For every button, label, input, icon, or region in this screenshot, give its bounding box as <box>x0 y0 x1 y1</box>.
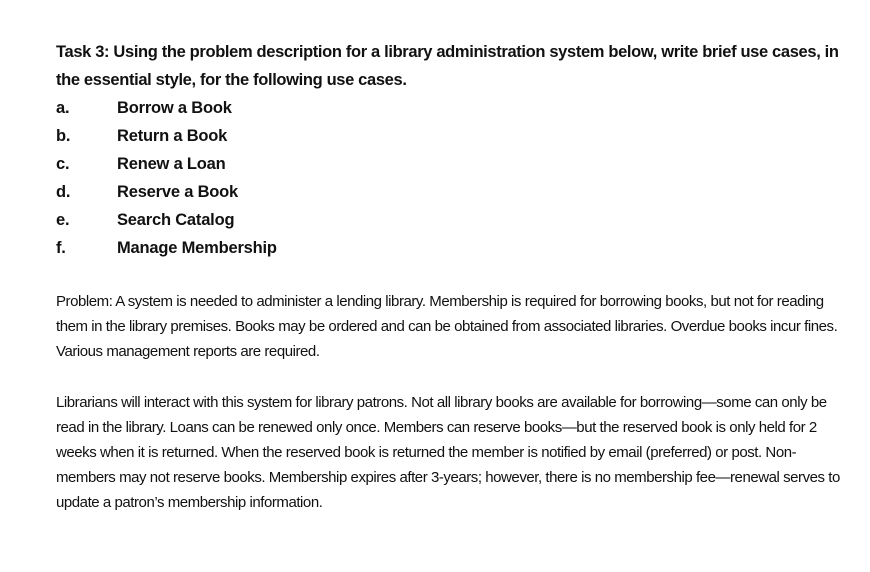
use-case-label: Borrow a Book <box>117 99 232 117</box>
use-case-item <box>56 94 846 122</box>
use-case-letter: b. <box>56 127 71 145</box>
use-case-label: Return a Book <box>117 127 228 145</box>
use-case-letter: a. <box>56 99 70 117</box>
document-page <box>56 38 846 515</box>
use-case-letter: d. <box>56 183 71 201</box>
use-case-item <box>56 206 846 234</box>
use-case-label: Reserve a Book <box>117 183 239 201</box>
use-case-label: Renew a Loan <box>117 155 226 173</box>
task-heading: Task 3: Using the problem description for a library administration system below, write brief use cases, in the essential style, for the following use cases. <box>56 43 839 89</box>
use-case-item <box>56 122 846 150</box>
use-case-list <box>56 94 846 262</box>
use-case-label: Manage Membership <box>117 239 277 257</box>
problem-paragraph: Problem: A system is needed to administer a lending library. Membership is required for borrowing books, but not for reading them in the library premises. Books may be ordered and can be obtained from associated libraries. Overdue books incur fines. Various management reports are required. <box>56 293 838 360</box>
use-case-item <box>56 178 846 206</box>
use-case-letter: e. <box>56 211 70 229</box>
use-case-letter: f. <box>56 239 66 257</box>
use-case-label: Search Catalog <box>117 211 235 229</box>
use-case-item <box>56 234 846 262</box>
use-case-letter: c. <box>56 155 70 173</box>
use-case-item <box>56 150 846 178</box>
details-paragraph: Librarians will interact with this system for library patrons. Not all library books are available for borrowing—some can only be read in the library. Loans can be renewed only once. Members can reserve books—but the reserved book is only held for 2 weeks when it is returned. When the reserved book is returned the member is notified by email (preferred) or post. Non-members may not reserve books. Membership expires after 3-years; however, there is no membership fee—renewal serves to update a patron’s membership information. <box>56 394 840 511</box>
